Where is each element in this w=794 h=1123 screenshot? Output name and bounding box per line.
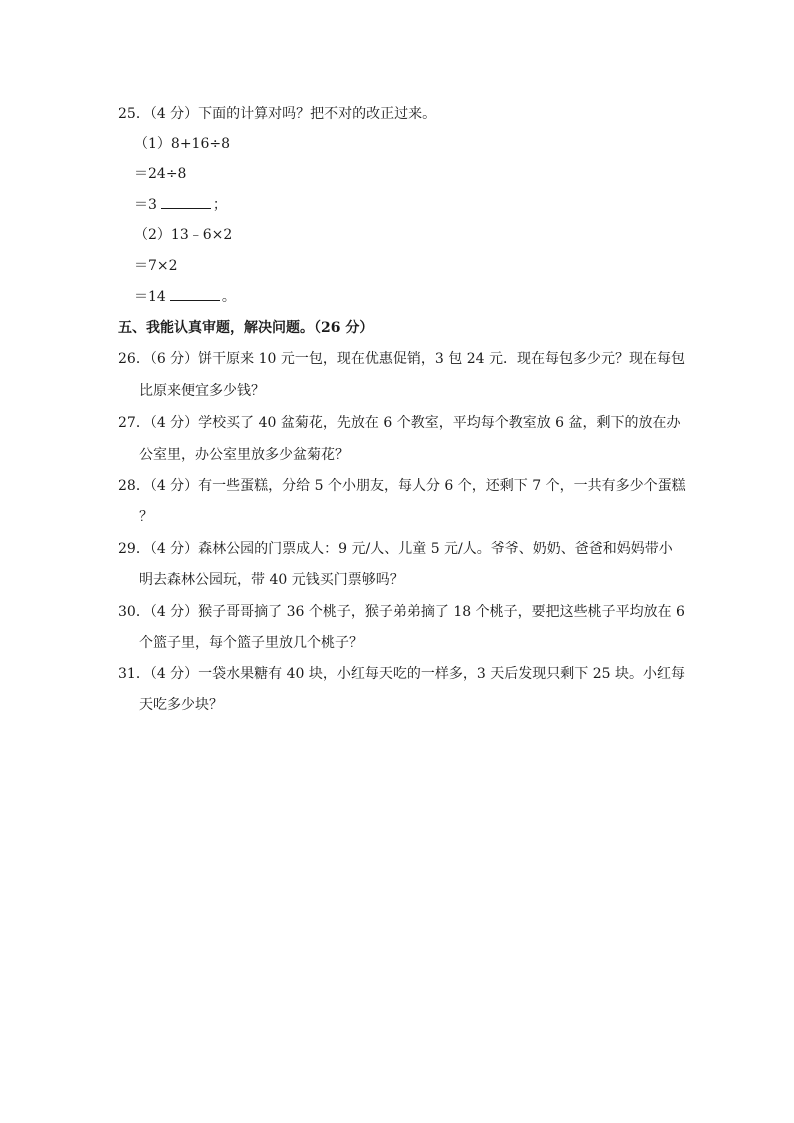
q30-line1: 30．（4 分）猴子哥哥摘了 36 个桃子，猴子弟弟摘了 18 个桃子，要把这些桃子平均放在 6 <box>118 604 685 620</box>
q31-line2: 天吃多少块？ <box>139 697 223 713</box>
q25-part1-step2 <box>134 194 227 214</box>
q25-part2-step2-end: 。 <box>221 289 236 305</box>
q25-part2-step2-text: ＝14 <box>134 289 166 305</box>
q28-line1: 28．（4 分）有一些蛋糕，分给 5 个小朋友，每人分 6 个，还剩下 7 个，一共有多少个蛋糕 <box>118 478 686 494</box>
q30-line2: 个篮子里，每个篮子里放几个桃子？ <box>139 635 363 651</box>
q29-line2: 明去森林公园玩，带 40 元钱买门票够吗？ <box>139 572 404 588</box>
q27-line2: 公室里，办公室里放多少盆菊花？ <box>139 447 349 463</box>
q25-part2-answer-blank[interactable] <box>170 286 220 301</box>
q25-title: 25．（4 分）下面的计算对吗？把不对的改正过来。 <box>118 106 437 122</box>
q25-part2-expression: （2）13﹣6×2 <box>134 227 233 243</box>
q25-part1-expression: （1）8+16÷8 <box>134 136 230 152</box>
q25-part1-step2-text: ＝3 <box>134 197 157 213</box>
q26-line1: 26．（6 分）饼干原来 10 元一包，现在优惠促销，3 包 24 元．现在每包多少元？现在每包 <box>118 351 685 367</box>
q29-line1: 29．（4 分）森林公园的门票成人：9 元/人、儿童 5 元/人。爷爷、奶奶、爸爸和妈妈带小 <box>118 541 673 557</box>
q31-line1: 31．（4 分）一袋水果糖有 40 块，小红每天吃的一样多，3 天后发现只剩下 25 块。小红每 <box>118 666 685 682</box>
q25-part2-step1: ＝7×2 <box>134 258 178 274</box>
section-5-heading: 五、我能认真审题，解决问题。（26 分） <box>118 320 374 336</box>
q25-part1-step1: ＝24÷8 <box>134 166 187 182</box>
q27-line1: 27．（4 分）学校买了 40 盆菊花，先放在 6 个教室，平均每个教室放 6 盆，剩下的放在办 <box>118 415 681 431</box>
q25-part1-answer-blank[interactable] <box>161 194 211 209</box>
q25-part1-step2-end: ； <box>212 197 227 213</box>
q26-line2: 比原来便宜多少钱？ <box>139 383 265 399</box>
q25-part2-step2 <box>134 286 236 306</box>
q28-line2: ？ <box>139 509 153 525</box>
